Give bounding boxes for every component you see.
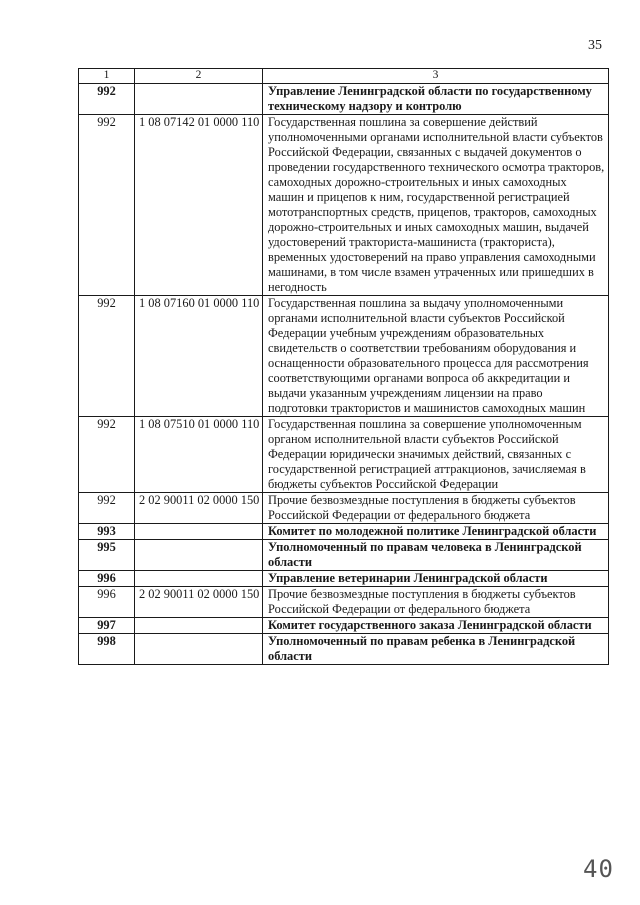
admin-code-cell: 992 (79, 115, 135, 296)
table-row (79, 540, 609, 571)
page-number: 35 (588, 38, 602, 53)
table-row (79, 524, 609, 540)
admin-code-cell: 992 (79, 296, 135, 417)
column-header-2: 2 (135, 69, 263, 84)
column-header-1: 1 (79, 69, 135, 84)
name-cell: Комитет государственного заказа Ленинградской области (263, 618, 609, 634)
table-row (79, 115, 609, 296)
name-cell: Прочие безвозмездные поступления в бюджеты субъектов Российской Федерации от федерального бюджета (263, 587, 609, 618)
name-cell: Уполномоченный по правам ребенка в Ленинградской области (263, 634, 609, 665)
admin-code-cell: 996 (79, 571, 135, 587)
budget-code-cell (135, 634, 263, 665)
budget-code-cell (135, 540, 263, 571)
table-row (79, 634, 609, 665)
table-row (79, 587, 609, 618)
table-header-row (79, 69, 609, 84)
budget-code-cell: 2 02 90011 02 0000 150 (135, 493, 263, 524)
budget-code-cell (135, 571, 263, 587)
admin-code-cell: 996 (79, 587, 135, 618)
revenue-table (78, 68, 609, 665)
name-cell: Государственная пошлина за совершение действий уполномоченными органами исполнительной власти субъектов Российской Федерации, связанных с выдачей документов о проведении государственного технического осмотра тракторов, самоходных дорожно-строительных и иных самоходных машин и прицепов к ним, государственной регистрацией мототранспортных средств, прицепов, тракторов, самоходных дорожно-строительных и иных самоходных машин, выдачей удостоверений тракториста-машиниста (тракториста), временных удостоверений на право управления самоходными машинами, в том числе взамен утраченных или пришедших в негодность (263, 115, 609, 296)
budget-code-cell: 1 08 07142 01 0000 110 (135, 115, 263, 296)
admin-code-cell: 992 (79, 493, 135, 524)
name-cell: Государственная пошлина за совершение уполномоченным органом исполнительной власти субъектов Российской Федерации юридически значимых действий, связанных с государственной регистрацией аттракционов, зачисляемая в бюджеты субъектов Российской Федерации (263, 417, 609, 493)
admin-code-cell: 992 (79, 417, 135, 493)
budget-code-cell: 2 02 90011 02 0000 150 (135, 587, 263, 618)
table-row (79, 618, 609, 634)
name-cell: Комитет по молодежной политике Ленинградской области (263, 524, 609, 540)
budget-code-cell: 1 08 07160 01 0000 110 (135, 296, 263, 417)
admin-code-cell: 993 (79, 524, 135, 540)
budget-code-cell (135, 84, 263, 115)
table-row (79, 493, 609, 524)
stamp-number: 40 (583, 855, 614, 883)
name-cell: Управление ветеринарии Ленинградской области (263, 571, 609, 587)
budget-code-cell: 1 08 07510 01 0000 110 (135, 417, 263, 493)
admin-code-cell: 997 (79, 618, 135, 634)
budget-code-cell (135, 524, 263, 540)
table-row (79, 417, 609, 493)
table-row (79, 84, 609, 115)
name-cell: Уполномоченный по правам человека в Ленинградской области (263, 540, 609, 571)
table-row (79, 296, 609, 417)
table-row (79, 571, 609, 587)
admin-code-cell: 992 (79, 84, 135, 115)
name-cell: Управление Ленинградской области по государственному техническому надзору и контролю (263, 84, 609, 115)
name-cell: Государственная пошлина за выдачу уполномоченными органами исполнительной власти субъектов Российской Федерации учебным учреждениям образовательных свидетельств о соответствии требованиям оборудования и оснащенности образовательного процесса для рассмотрения соответствующими органами вопроса об аккредитации и выдачи указанным учреждениям лицензии на право подготовки трактористов и машинистов самоходных машин (263, 296, 609, 417)
budget-code-cell (135, 618, 263, 634)
admin-code-cell: 998 (79, 634, 135, 665)
name-cell: Прочие безвозмездные поступления в бюджеты субъектов Российской Федерации от федерального бюджета (263, 493, 609, 524)
column-header-3: 3 (263, 69, 609, 84)
admin-code-cell: 995 (79, 540, 135, 571)
